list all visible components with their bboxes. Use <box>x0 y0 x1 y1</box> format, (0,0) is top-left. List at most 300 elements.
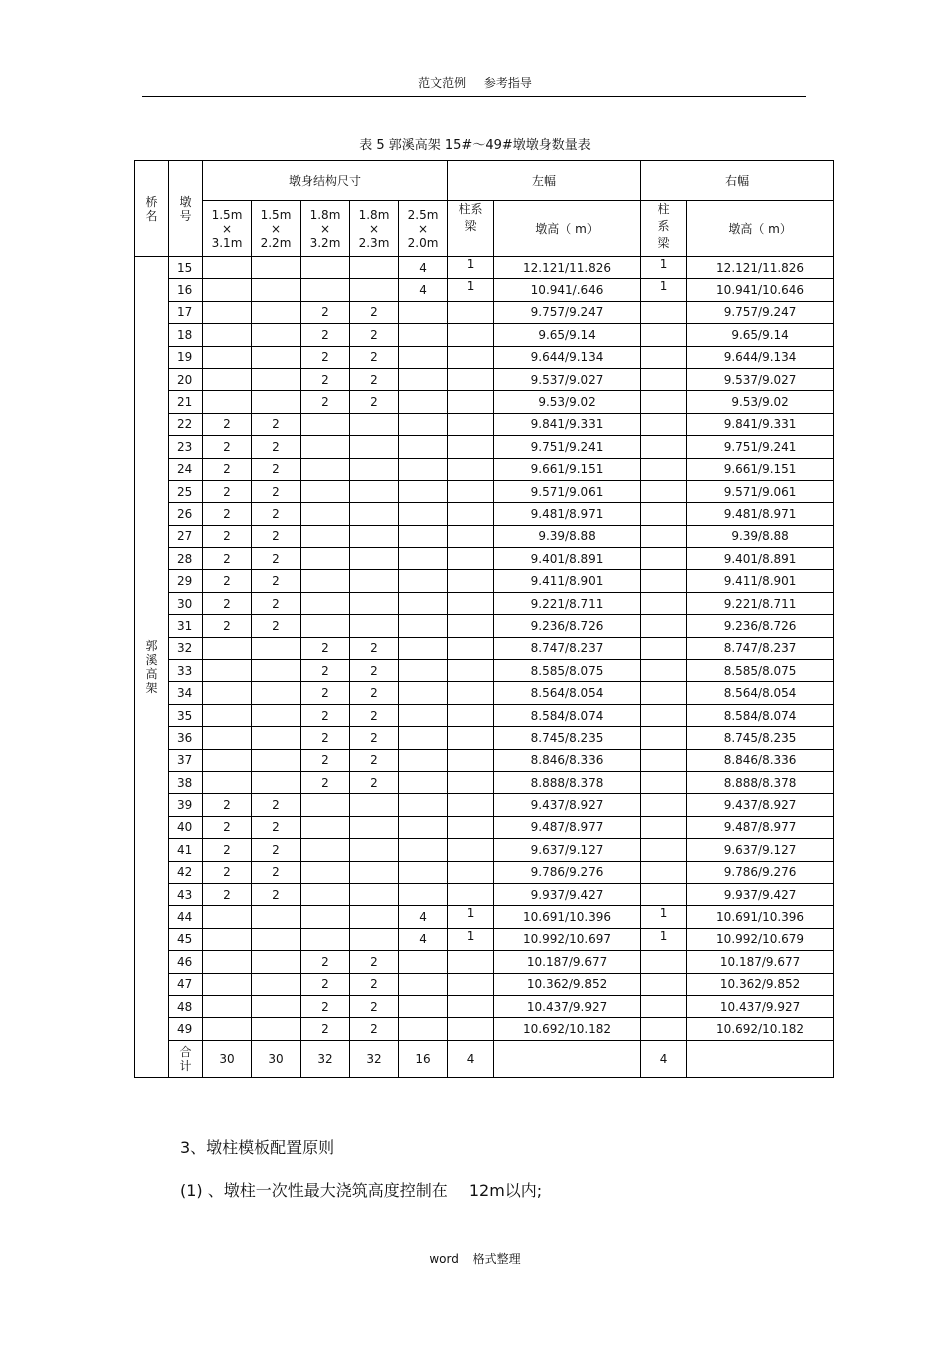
qty-1-5x3-1 <box>203 391 252 413</box>
height-right: 12.121/11.826 <box>687 257 834 279</box>
height-right: 8.564/8.054 <box>687 682 834 704</box>
header-size-2: 1.5m × 2.2m <box>252 201 301 257</box>
qty-1-5x2-2: 2 <box>252 458 301 480</box>
tie-beam-right <box>641 503 687 525</box>
qty-1-8x2-3: 2 <box>350 704 399 726</box>
qty-1-8x3-2: 2 <box>301 391 350 413</box>
tie-beam-left <box>448 480 494 502</box>
tie-beam-right: 1 <box>641 906 687 928</box>
qty-1-8x3-2 <box>301 883 350 905</box>
qty-2-5x2-0 <box>399 883 448 905</box>
height-left: 9.65/9.14 <box>494 324 641 346</box>
page-footer: word 格式整理 <box>429 1252 521 1266</box>
total-row <box>135 1040 834 1077</box>
tie-beam-left <box>448 324 494 346</box>
table-row <box>135 324 834 346</box>
tie-beam-right <box>641 368 687 390</box>
tie-beam-left <box>448 637 494 659</box>
qty-1-8x3-2 <box>301 839 350 861</box>
table-row <box>135 391 834 413</box>
qty-1-5x3-1 <box>203 928 252 950</box>
tie-beam-left <box>448 592 494 614</box>
qty-2-5x2-0 <box>399 660 448 682</box>
tie-beam-left <box>448 749 494 771</box>
qty-1-8x2-3 <box>350 570 399 592</box>
pier-number: 31 <box>169 615 203 637</box>
tie-beam-left <box>448 951 494 973</box>
height-right: 9.571/9.061 <box>687 480 834 502</box>
pier-number: 32 <box>169 637 203 659</box>
qty-1-5x3-1: 2 <box>203 839 252 861</box>
height-left: 10.437/9.927 <box>494 995 641 1017</box>
pier-number: 15 <box>169 257 203 279</box>
qty-1-8x2-3: 2 <box>350 324 399 346</box>
tie-beam-right <box>641 436 687 458</box>
qty-1-8x3-2: 2 <box>301 973 350 995</box>
qty-1-5x2-2 <box>252 301 301 323</box>
header-right-side: 右幅 <box>641 161 834 201</box>
tie-beam-right: 1 <box>641 928 687 950</box>
tie-beam-right <box>641 995 687 1017</box>
qty-2-5x2-0 <box>399 436 448 458</box>
table-row <box>135 839 834 861</box>
height-left: 9.411/8.901 <box>494 570 641 592</box>
tie-beam-left <box>448 615 494 637</box>
height-right: 9.937/9.427 <box>687 883 834 905</box>
tie-beam-left <box>448 503 494 525</box>
qty-1-8x3-2 <box>301 413 350 435</box>
tie-beam-left <box>448 301 494 323</box>
qty-1-5x2-2 <box>252 660 301 682</box>
height-right: 10.992/10.679 <box>687 928 834 950</box>
qty-1-8x2-3: 2 <box>350 301 399 323</box>
tie-beam-left <box>448 1018 494 1040</box>
qty-1-5x3-1 <box>203 346 252 368</box>
table-row <box>135 436 834 458</box>
qty-1-5x2-2 <box>252 324 301 346</box>
height-left: 9.841/9.331 <box>494 413 641 435</box>
table-row <box>135 816 834 838</box>
qty-2-5x2-0 <box>399 413 448 435</box>
header-pier-number: 墩 号 <box>169 161 203 257</box>
height-right: 10.691/10.396 <box>687 906 834 928</box>
height-right: 9.411/8.901 <box>687 570 834 592</box>
qty-1-8x2-3: 2 <box>350 660 399 682</box>
pier-number: 25 <box>169 480 203 502</box>
qty-1-5x2-2 <box>252 637 301 659</box>
table-row <box>135 660 834 682</box>
header-size-5: 2.5m × 2.0m <box>399 201 448 257</box>
qty-1-8x2-3 <box>350 839 399 861</box>
qty-2-5x2-0 <box>399 839 448 861</box>
table-row <box>135 525 834 547</box>
header-bridge-name: 桥 名 <box>135 161 169 257</box>
pier-number: 24 <box>169 458 203 480</box>
tie-beam-left <box>448 704 494 726</box>
tie-beam-left <box>448 660 494 682</box>
qty-1-5x3-1: 2 <box>203 883 252 905</box>
tie-beam-left <box>448 816 494 838</box>
qty-2-5x2-0 <box>399 704 448 726</box>
qty-2-5x2-0 <box>399 727 448 749</box>
qty-1-8x3-2: 2 <box>301 637 350 659</box>
table-row <box>135 279 834 301</box>
qty-1-8x2-3 <box>350 928 399 950</box>
header-size-4: 1.8m × 2.3m <box>350 201 399 257</box>
table-row <box>135 637 834 659</box>
tie-beam-left <box>448 794 494 816</box>
height-left: 8.564/8.054 <box>494 682 641 704</box>
qty-1-8x2-3: 2 <box>350 368 399 390</box>
pier-number: 49 <box>169 1018 203 1040</box>
tie-beam-right <box>641 346 687 368</box>
qty-1-5x3-1 <box>203 995 252 1017</box>
qty-1-5x3-1: 2 <box>203 794 252 816</box>
tie-beam-right <box>641 548 687 570</box>
table-row <box>135 548 834 570</box>
tie-beam-right <box>641 458 687 480</box>
qty-1-8x3-2 <box>301 816 350 838</box>
tie-beam-left <box>448 368 494 390</box>
tie-beam-right <box>641 570 687 592</box>
total-label: 合 计 <box>169 1040 203 1077</box>
height-left: 9.39/8.88 <box>494 525 641 547</box>
qty-1-8x2-3 <box>350 794 399 816</box>
pier-number: 18 <box>169 324 203 346</box>
height-right: 9.53/9.02 <box>687 391 834 413</box>
qty-1-5x2-2 <box>252 368 301 390</box>
qty-2-5x2-0 <box>399 368 448 390</box>
qty-1-5x2-2 <box>252 1018 301 1040</box>
qty-2-5x2-0 <box>399 592 448 614</box>
qty-1-5x3-1 <box>203 301 252 323</box>
qty-1-8x2-3: 2 <box>350 749 399 771</box>
height-left: 10.992/10.697 <box>494 928 641 950</box>
qty-1-5x3-1 <box>203 368 252 390</box>
height-right: 10.692/10.182 <box>687 1018 834 1040</box>
pier-number: 23 <box>169 436 203 458</box>
pier-number: 30 <box>169 592 203 614</box>
height-right: 10.437/9.927 <box>687 995 834 1017</box>
qty-2-5x2-0 <box>399 346 448 368</box>
qty-1-5x3-1 <box>203 660 252 682</box>
qty-2-5x2-0 <box>399 749 448 771</box>
height-right: 9.757/9.247 <box>687 301 834 323</box>
qty-2-5x2-0 <box>399 391 448 413</box>
height-left: 9.751/9.241 <box>494 436 641 458</box>
qty-1-5x2-2: 2 <box>252 615 301 637</box>
qty-1-5x3-1 <box>203 324 252 346</box>
bridge-name-cell: 郭 溪 高 架 <box>135 257 169 1078</box>
qty-2-5x2-0 <box>399 771 448 793</box>
qty-1-8x2-3: 2 <box>350 346 399 368</box>
qty-2-5x2-0 <box>399 458 448 480</box>
pier-number: 45 <box>169 928 203 950</box>
qty-1-8x3-2: 2 <box>301 368 350 390</box>
qty-1-5x2-2: 2 <box>252 413 301 435</box>
qty-2-5x2-0 <box>399 951 448 973</box>
qty-1-5x2-2: 2 <box>252 480 301 502</box>
height-left: 8.584/8.074 <box>494 704 641 726</box>
qty-1-8x3-2: 2 <box>301 727 350 749</box>
header-height-left: 墩高（ m） <box>494 201 641 257</box>
qty-2-5x2-0: 4 <box>399 928 448 950</box>
qty-1-8x2-3: 2 <box>350 951 399 973</box>
qty-1-8x3-2 <box>301 906 350 928</box>
header-rule <box>142 96 806 97</box>
tie-beam-right <box>641 883 687 905</box>
header-left-side: 左幅 <box>448 161 641 201</box>
qty-1-8x3-2 <box>301 928 350 950</box>
qty-1-5x3-1 <box>203 279 252 301</box>
qty-1-8x2-3: 2 <box>350 682 399 704</box>
qty-1-5x2-2: 2 <box>252 525 301 547</box>
height-left: 9.937/9.427 <box>494 883 641 905</box>
table-row <box>135 883 834 905</box>
height-left: 9.236/8.726 <box>494 615 641 637</box>
tie-beam-right <box>641 615 687 637</box>
qty-1-5x3-1: 2 <box>203 570 252 592</box>
qty-1-8x3-2: 2 <box>301 995 350 1017</box>
height-right: 10.187/9.677 <box>687 951 834 973</box>
qty-1-8x3-2: 2 <box>301 771 350 793</box>
pier-number: 46 <box>169 951 203 973</box>
height-left: 9.401/8.891 <box>494 548 641 570</box>
qty-1-8x2-3 <box>350 861 399 883</box>
pier-number: 28 <box>169 548 203 570</box>
qty-1-8x2-3: 2 <box>350 771 399 793</box>
tie-beam-right <box>641 413 687 435</box>
qty-2-5x2-0: 4 <box>399 906 448 928</box>
qty-1-5x3-1 <box>203 973 252 995</box>
qty-1-8x2-3 <box>350 279 399 301</box>
height-right: 9.751/9.241 <box>687 436 834 458</box>
pier-number: 33 <box>169 660 203 682</box>
table-row <box>135 413 834 435</box>
qty-1-5x2-2: 2 <box>252 861 301 883</box>
qty-1-5x2-2: 2 <box>252 839 301 861</box>
qty-1-8x2-3 <box>350 906 399 928</box>
qty-1-5x3-1 <box>203 257 252 279</box>
tie-beam-right <box>641 525 687 547</box>
qty-1-8x2-3 <box>350 257 399 279</box>
pier-number: 39 <box>169 794 203 816</box>
qty-2-5x2-0 <box>399 995 448 1017</box>
tie-beam-left <box>448 436 494 458</box>
qty-2-5x2-0 <box>399 301 448 323</box>
qty-1-5x3-1 <box>203 906 252 928</box>
qty-1-5x2-2 <box>252 279 301 301</box>
total-qty-2-5x2-0: 16 <box>399 1040 448 1077</box>
qty-1-8x2-3: 2 <box>350 637 399 659</box>
pier-quantity-table <box>134 160 834 1078</box>
tie-beam-right <box>641 682 687 704</box>
qty-1-8x2-3 <box>350 413 399 435</box>
qty-1-5x2-2: 2 <box>252 436 301 458</box>
pier-number: 26 <box>169 503 203 525</box>
tie-beam-right <box>641 592 687 614</box>
header-tie-beam-right: 柱 系 梁 <box>641 201 687 257</box>
tie-beam-left: 1 <box>448 928 494 950</box>
qty-2-5x2-0 <box>399 816 448 838</box>
qty-1-5x3-1: 2 <box>203 592 252 614</box>
qty-1-8x2-3 <box>350 503 399 525</box>
height-left: 9.487/8.977 <box>494 816 641 838</box>
total-qty-1-5x3-1: 30 <box>203 1040 252 1077</box>
qty-1-8x2-3 <box>350 525 399 547</box>
tie-beam-right: 1 <box>641 279 687 301</box>
height-right: 10.362/9.852 <box>687 973 834 995</box>
pier-number: 17 <box>169 301 203 323</box>
qty-1-8x3-2 <box>301 279 350 301</box>
qty-2-5x2-0 <box>399 1018 448 1040</box>
height-left: 9.661/9.151 <box>494 458 641 480</box>
height-left: 12.121/11.826 <box>494 257 641 279</box>
header-tie-beam-left: 柱系 梁 <box>448 201 494 257</box>
height-right: 9.39/8.88 <box>687 525 834 547</box>
height-left: 9.644/9.134 <box>494 346 641 368</box>
height-left: 8.888/8.378 <box>494 771 641 793</box>
height-left: 9.53/9.02 <box>494 391 641 413</box>
qty-1-8x3-2 <box>301 257 350 279</box>
tie-beam-right <box>641 771 687 793</box>
qty-1-8x2-3: 2 <box>350 973 399 995</box>
tie-beam-right <box>641 391 687 413</box>
table-row <box>135 704 834 726</box>
qty-1-8x3-2: 2 <box>301 951 350 973</box>
height-right: 8.747/8.237 <box>687 637 834 659</box>
total-height-right <box>687 1040 834 1077</box>
tie-beam-right <box>641 480 687 502</box>
tie-beam-left <box>448 883 494 905</box>
qty-2-5x2-0: 4 <box>399 279 448 301</box>
pier-number: 47 <box>169 973 203 995</box>
table-row <box>135 794 834 816</box>
height-right: 9.786/9.276 <box>687 861 834 883</box>
qty-1-5x2-2 <box>252 704 301 726</box>
table-row <box>135 458 834 480</box>
tie-beam-left: 1 <box>448 279 494 301</box>
qty-1-8x2-3: 2 <box>350 1018 399 1040</box>
qty-1-5x3-1: 2 <box>203 816 252 838</box>
qty-1-8x3-2 <box>301 458 350 480</box>
table-row <box>135 861 834 883</box>
qty-1-5x2-2 <box>252 973 301 995</box>
qty-1-8x3-2 <box>301 436 350 458</box>
height-left: 10.187/9.677 <box>494 951 641 973</box>
qty-1-5x3-1: 2 <box>203 525 252 547</box>
height-left: 8.585/8.075 <box>494 660 641 682</box>
total-tie-beam-left: 4 <box>448 1040 494 1077</box>
qty-2-5x2-0 <box>399 525 448 547</box>
qty-1-8x2-3 <box>350 615 399 637</box>
qty-1-5x3-1: 2 <box>203 861 252 883</box>
principle-item-1: (1) 、墩柱一次性最大浇筑高度控制在 12m以内; <box>180 1181 543 1200</box>
height-right: 10.941/10.646 <box>687 279 834 301</box>
qty-1-8x3-2: 2 <box>301 301 350 323</box>
tie-beam-right <box>641 727 687 749</box>
total-qty-1-5x2-2: 30 <box>252 1040 301 1077</box>
qty-1-5x3-1: 2 <box>203 436 252 458</box>
qty-1-5x3-1: 2 <box>203 458 252 480</box>
tie-beam-left <box>448 861 494 883</box>
qty-1-5x2-2 <box>252 346 301 368</box>
qty-1-5x2-2 <box>252 727 301 749</box>
height-right: 9.644/9.134 <box>687 346 834 368</box>
table-row <box>135 682 834 704</box>
table-caption: 表 5 郭溪高架 15#～49#墩墩身数量表 <box>359 138 591 153</box>
pier-number: 35 <box>169 704 203 726</box>
qty-1-8x3-2: 2 <box>301 324 350 346</box>
height-left: 8.846/8.336 <box>494 749 641 771</box>
qty-1-8x3-2: 2 <box>301 346 350 368</box>
tie-beam-left <box>448 682 494 704</box>
tie-beam-right <box>641 973 687 995</box>
tie-beam-left <box>448 839 494 861</box>
qty-1-8x3-2: 2 <box>301 1018 350 1040</box>
height-left: 9.786/9.276 <box>494 861 641 883</box>
qty-1-8x2-3: 2 <box>350 995 399 1017</box>
qty-1-5x2-2: 2 <box>252 816 301 838</box>
tie-beam-left <box>448 346 494 368</box>
qty-1-5x2-2 <box>252 995 301 1017</box>
header-height-right: 墩高（ m） <box>687 201 834 257</box>
tie-beam-right <box>641 839 687 861</box>
qty-1-8x2-3 <box>350 480 399 502</box>
qty-1-5x2-2 <box>252 391 301 413</box>
qty-2-5x2-0 <box>399 682 448 704</box>
qty-1-8x3-2 <box>301 861 350 883</box>
qty-1-8x3-2 <box>301 480 350 502</box>
pier-number: 38 <box>169 771 203 793</box>
qty-1-8x2-3: 2 <box>350 391 399 413</box>
qty-1-5x3-1: 2 <box>203 480 252 502</box>
table-row <box>135 771 834 793</box>
qty-1-8x3-2: 2 <box>301 704 350 726</box>
height-left: 9.571/9.061 <box>494 480 641 502</box>
qty-1-5x2-2 <box>252 257 301 279</box>
tie-beam-right <box>641 301 687 323</box>
height-right: 8.585/8.075 <box>687 660 834 682</box>
tie-beam-left <box>448 413 494 435</box>
qty-1-8x2-3 <box>350 883 399 905</box>
table-row <box>135 257 834 279</box>
tie-beam-right <box>641 660 687 682</box>
height-left: 9.221/8.711 <box>494 592 641 614</box>
pier-number: 36 <box>169 727 203 749</box>
table-row <box>135 749 834 771</box>
height-right: 8.745/8.235 <box>687 727 834 749</box>
pier-number: 48 <box>169 995 203 1017</box>
qty-1-5x2-2: 2 <box>252 794 301 816</box>
height-left: 9.637/9.127 <box>494 839 641 861</box>
header-size-1: 1.5m × 3.1m <box>203 201 252 257</box>
tie-beam-right <box>641 816 687 838</box>
qty-1-8x2-3 <box>350 816 399 838</box>
pier-number: 19 <box>169 346 203 368</box>
height-right: 9.841/9.331 <box>687 413 834 435</box>
qty-2-5x2-0 <box>399 861 448 883</box>
tie-beam-right <box>641 637 687 659</box>
qty-1-5x3-1: 2 <box>203 548 252 570</box>
header-structure-size: 墩身结构尺寸 <box>203 161 448 201</box>
qty-2-5x2-0: 4 <box>399 257 448 279</box>
qty-1-5x3-1 <box>203 749 252 771</box>
qty-1-8x3-2: 2 <box>301 682 350 704</box>
height-right: 9.637/9.127 <box>687 839 834 861</box>
table-row <box>135 727 834 749</box>
qty-1-5x3-1 <box>203 771 252 793</box>
